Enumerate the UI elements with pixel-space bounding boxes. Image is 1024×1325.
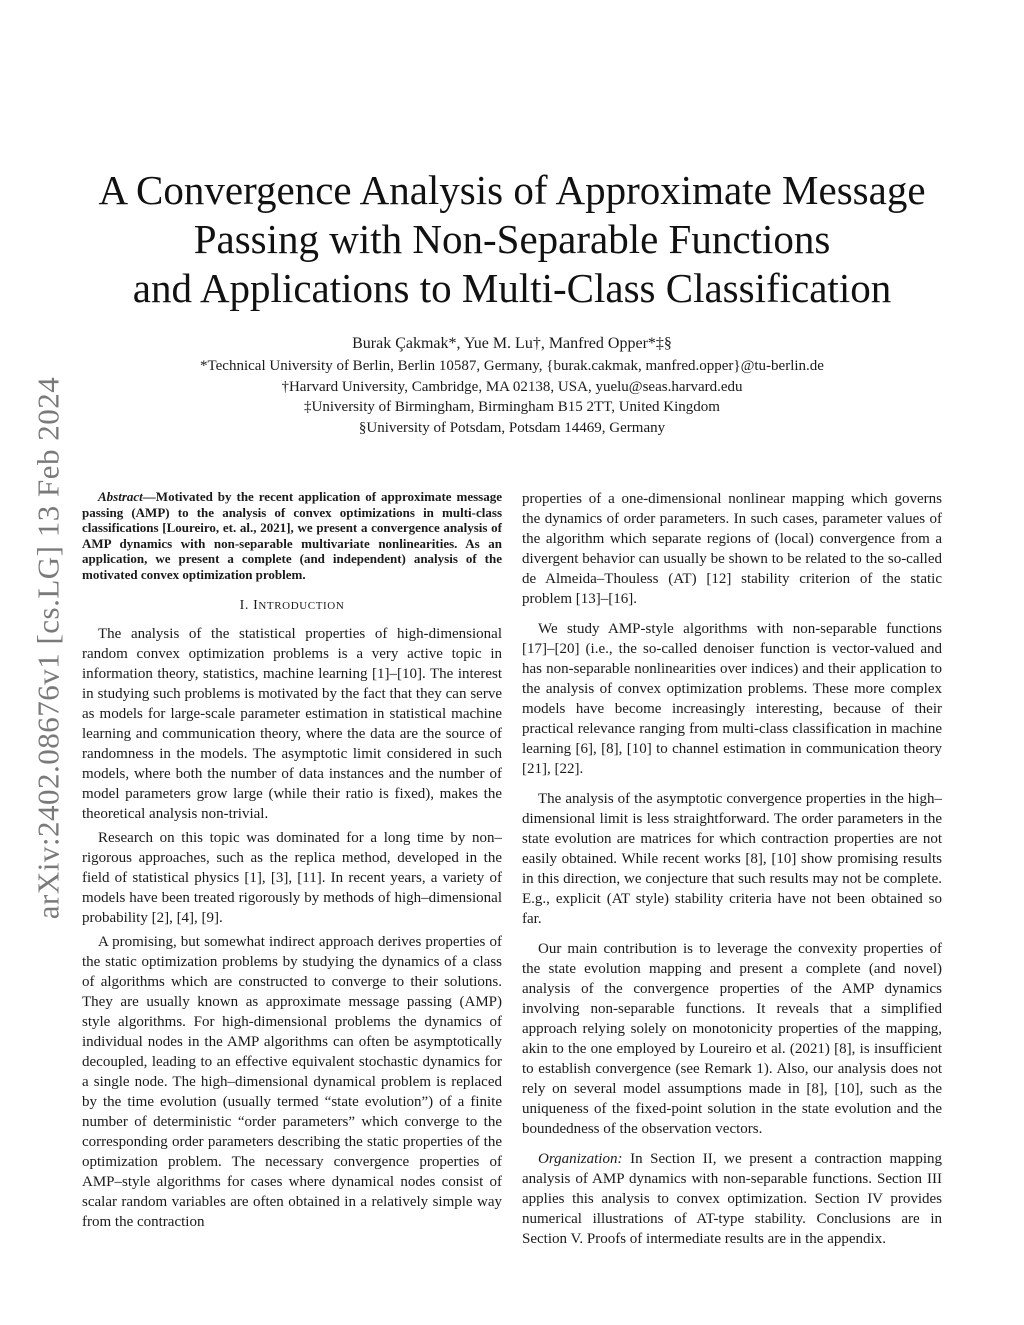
affiliation-harvard: †Harvard University, Cambridge, MA 02138, USA, yuelu@seas.harvard.edu [281, 378, 743, 395]
affiliation-berlin: *Technical University of Berlin, Berlin 10587, Germany, {burak.cakmak, manfred.opper}@tu-berlin.de [200, 358, 824, 374]
organization-text: In Section II, we present a contraction mapping analysis of AMP dynamics with non-separable functions. Section III applies this analysis to convex optimization. Section IV provides numerical illustrations of AT-type stability. Conclusions are in Section V. Proofs of intermediate results are in the appendix. [522, 1151, 943, 1247]
left-column [82, 489, 502, 1242]
section-number: I. [239, 598, 249, 613]
paper-title [0, 166, 1024, 313]
paragraph: The analysis of the statistical properties of high-dimensional random convex optimization problems is a very active topic in information theory, statistics, machine learning [1]–[10]. The interest in studying such problems is motivated by the fact that they can serve as models for large-scale parameter estimation in statistical machine learning and communication theory, where the data are the source of randomness in the models. The asymptotic limit considered in such models, where both the number of data instances and the number of model parameters grow large (while their ratio is fixed), makes the theoretical analysis non-trivial. [82, 626, 502, 822]
organization-label: Organization: [538, 1151, 623, 1167]
title-line: Passing with Non-Separable Functions [193, 216, 831, 262]
title-line: and Applications to Multi-Class Classification [132, 265, 892, 311]
paragraph: A promising, but somewhat indirect approach derives properties of the static optimization problems by studying the dynamics of a class of algorithms which are constructed to converge to their solutions. They are usually known as approximate message passing (AMP) style algorithms. For high-dimensional problems the dynamics of individual nodes in the AMP algorithms can often be asymptotically decoupled, leading to an effective equivalent stochastic dynamics for a single node. The high–dimensional dynamical problem is replaced by the time evolution (usually termed “state evolution”) of a finite number of deterministic “order parameters” which converge to the corresponding order parameters describing the static properties of the optimization problem. The necessary convergence properties of AMP–style algorithms for cases where dynamical nodes consist of scalar random variables are often obtained in a relatively simple way from the contraction [82, 934, 502, 1230]
paragraph: The analysis of the asymptotic convergence properties in the high–dimensional limit is less straightforward. The order parameters in the state evolution are matrices for which contraction properties are not easily obtained. While recent works [8], [10] show promising results in this direction, we conjecture that such results may not be complete. E.g., explicit (AT style) stability criteria have not been obtained so far. [522, 791, 942, 927]
affiliation-potsdam: §University of Potsdam, Potsdam 14469, Germany [358, 419, 666, 436]
section-title-rest: NTRODUCTION [258, 600, 345, 612]
organization-paragraph [522, 1149, 942, 1249]
author-list: Burak Çakmak*, Yue M. Lu†, Manfred Opper*‡§ [352, 335, 672, 352]
paragraph: We study AMP-style algorithms with non-separable functions [17]–[20] (i.e., the so-called denoiser function is vector-valued and has non-separable nonlinearities over indices) and their application to the analysis of convex optimization problems. These more complex models have become increasingly interesting, because of their practical relevance ranging from multi-class classification in machine learning [6], [8], [10] to channel estimation in communication theory [21], [22]. [522, 621, 942, 777]
right-column [522, 489, 942, 1259]
section-title-initial: I [253, 598, 259, 613]
abstract-text: —Motivated by the recent application of approximate message passing (AMP) to the analysis of convex optimizations in multi-class classifications [Loureiro, et. al., 2021], we present a convergence analysis of AMP dynamics with non-separable multivariate nonlinearities. As an application, we present a complete (and independent) analysis of the motivated convex optimization problem. [82, 489, 502, 582]
paragraph: Our main contribution is to leverage the convexity properties of the state evolution mapping and present a complete (and novel) analysis of the convergence properties of the AMP dynamics involving non-separable functions. It reveals that a simplified approach relying solely on monotonicity properties of the mapping, akin to the one employed by Loureiro et al. (2021) [8], is insufficient to establish convergence (see Remark 1). Also, our analysis does not rely on several model assumptions made in [8], [10], such as the uniqueness of the fixed-point solution in the state evolution and the boundedness of the observation vectors. [522, 941, 942, 1137]
arxiv-stamp-text: arXiv:2402.08676v1 [cs.LG] 13 Feb 2024 [30, 376, 65, 920]
abstract [82, 489, 502, 582]
arxiv-stamp [28, 356, 68, 940]
abstract-label: Abstract [98, 489, 143, 504]
paragraph: Research on this topic was dominated for a long time by non–rigorous approaches, such as the replica method, developed in the field of statistical physics [1], [3], [11]. In recent years, a variety of models have been treated rigorously by methods of high–dimensional probability [2], [4], [9]. [82, 830, 502, 926]
paragraph: properties of a one-dimensional nonlinear mapping which governs the dynamics of order parameters. In such cases, parameter values of the algorithm which separate regions of (local) convergence from a divergent behavior can usually be shown to be related to the so-called de Almeida–Thouless (AT) [12] stability criterion of the static problem [13]–[16]. [522, 491, 942, 607]
affiliation-birmingham: ‡University of Birmingham, Birmingham B15 2TT, United Kingdom [304, 399, 720, 415]
affiliation-list [0, 356, 1024, 438]
section-heading-introduction [82, 596, 502, 616]
title-line: A Convergence Analysis of Approximate Message [98, 167, 926, 213]
